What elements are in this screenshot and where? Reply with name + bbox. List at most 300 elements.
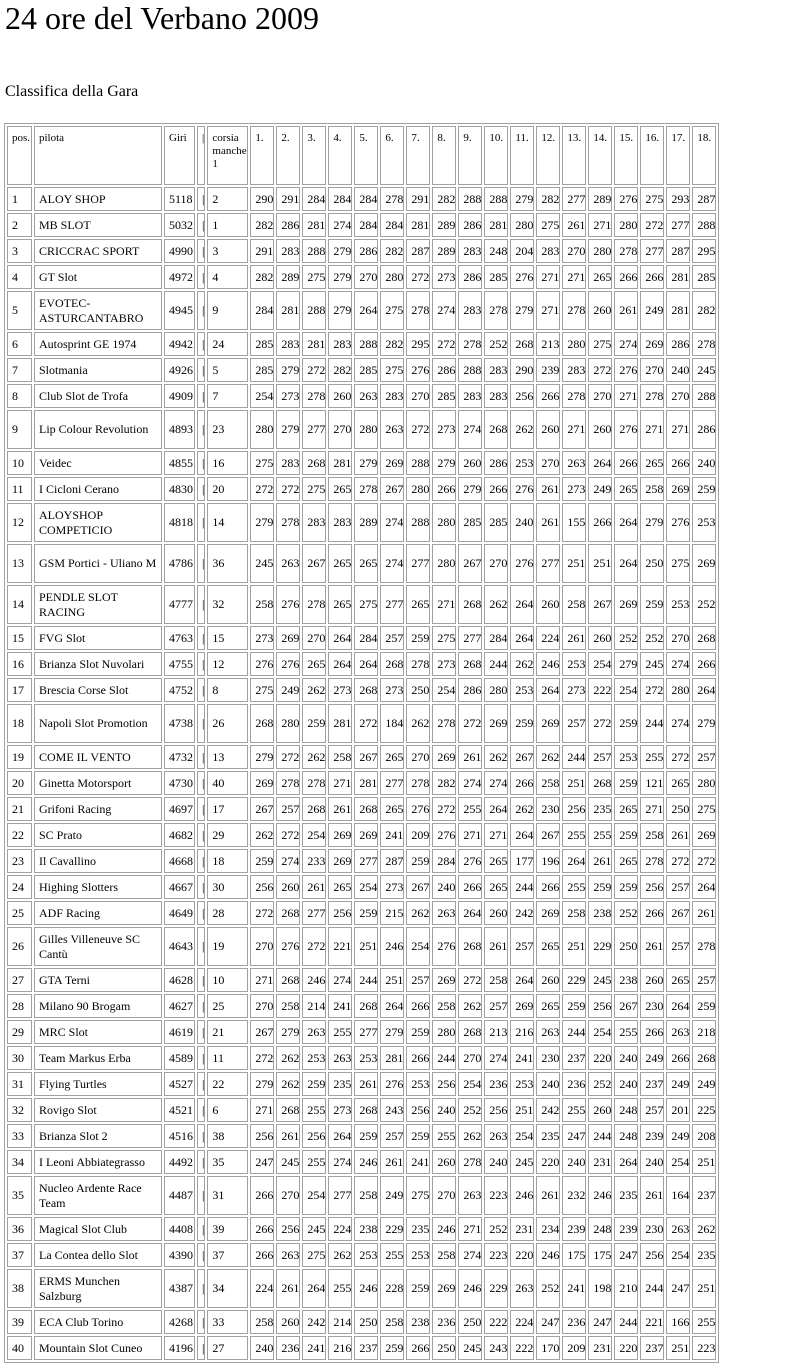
cell-pos: 4 [7, 265, 32, 289]
cell-heat-laps: 267 [406, 875, 430, 899]
cell-heat-laps: 276 [276, 585, 300, 624]
cell-heat-laps: 269 [380, 451, 404, 475]
cell-corsia: 12 [207, 652, 248, 676]
cell-heat-laps: 244 [562, 1020, 586, 1044]
cell-heat-laps: 270 [640, 358, 664, 382]
cell-heat-laps: 270 [328, 410, 352, 449]
cell-heat-laps: 280 [562, 332, 586, 356]
cell-heat-laps: 262 [484, 745, 508, 769]
cell-heat-laps: 272 [588, 358, 612, 382]
table-row [7, 544, 716, 583]
cell-heat-laps: 288 [302, 239, 326, 263]
cell-heat-laps: 262 [250, 823, 274, 847]
cell-heat-laps: 245 [302, 1217, 326, 1241]
cell-heat-laps: 253 [614, 745, 638, 769]
cell-heat-laps: 279 [250, 1072, 274, 1096]
cell-heat-laps: 251 [562, 927, 586, 966]
cell-pilota: Slotmania [34, 358, 162, 382]
cell-heat-laps: 258 [432, 1243, 456, 1267]
cell-heat-laps: 271 [250, 1098, 274, 1122]
cell-heat-laps: 260 [588, 410, 612, 449]
cell-heat-laps: 272 [640, 213, 664, 237]
cell-pilota: Highing Slotters [34, 875, 162, 899]
cell-heat-laps: 269 [432, 1269, 456, 1308]
cell-heat-laps: 238 [406, 1310, 430, 1334]
col-header-heat: 1. [250, 126, 274, 185]
cell-pos: 15 [7, 626, 32, 650]
cell-heat-laps: 273 [250, 626, 274, 650]
cell-heat-laps: 273 [432, 265, 456, 289]
cell-heat-laps: 239 [562, 1217, 586, 1241]
table-row [7, 652, 716, 676]
cell-heat-laps: 262 [328, 1243, 352, 1267]
cell-heat-laps: 269 [432, 968, 456, 992]
cell-heat-laps: 285 [484, 265, 508, 289]
cell-heat-laps: 271 [588, 213, 612, 237]
table-row [7, 901, 716, 925]
cell-heat-laps: 255 [328, 1269, 352, 1308]
cell-pilota: Autosprint GE 1974 [34, 332, 162, 356]
cell-heat-laps: 266 [250, 1243, 274, 1267]
cell-heat-laps: 287 [406, 239, 430, 263]
cell-heat-laps: 252 [614, 901, 638, 925]
cell-heat-laps: 286 [484, 451, 508, 475]
cell-heat-laps: 272 [458, 968, 482, 992]
cell-heat-laps: 278 [614, 239, 638, 263]
cell-heat-laps: 261 [588, 849, 612, 873]
cell-heat-laps: 243 [380, 1098, 404, 1122]
cell-heat-laps: 260 [328, 384, 352, 408]
cell-heat-laps: 284 [484, 626, 508, 650]
cell-heat-laps: 276 [614, 187, 638, 211]
cell-heat-laps: 264 [510, 968, 534, 992]
cell-heat-laps: 280 [484, 678, 508, 702]
cell-heat-laps: 261 [536, 477, 560, 501]
cell-heat-laps: 255 [302, 1098, 326, 1122]
cell-heat-laps: 276 [250, 652, 274, 676]
cell-heat-laps: 279 [328, 265, 352, 289]
cell-heat-laps: 270 [250, 994, 274, 1018]
cell-heat-laps: 269 [354, 823, 378, 847]
cell-heat-laps: 265 [614, 849, 638, 873]
cell-heat-laps: 258 [380, 1310, 404, 1334]
cell-heat-laps: 259 [510, 704, 534, 743]
cell-giri: 4830 [164, 477, 195, 501]
cell-heat-laps: 214 [302, 994, 326, 1018]
cell-heat-laps: 244 [562, 745, 586, 769]
cell-heat-laps: 214 [328, 1310, 352, 1334]
cell-pos: 28 [7, 994, 32, 1018]
cell-heat-laps: 248 [588, 1217, 612, 1241]
cell-heat-laps: 237 [640, 1072, 664, 1096]
cell-heat-laps: 270 [536, 451, 560, 475]
cell-heat-laps: 246 [380, 927, 404, 966]
cell-giri: 4628 [164, 968, 195, 992]
cell-heat-laps: 265 [484, 849, 508, 873]
cell-heat-laps: 265 [380, 797, 404, 821]
cell-heat-laps: 248 [614, 1098, 638, 1122]
cell-corsia: 23 [207, 410, 248, 449]
cell-heat-laps: 229 [484, 1269, 508, 1308]
cell-giri: 4697 [164, 797, 195, 821]
cell-heat-laps: 283 [484, 358, 508, 382]
cell-heat-laps: 271 [250, 968, 274, 992]
cell-pilota: I Cicloni Cerano [34, 477, 162, 501]
cell-heat-laps: 220 [614, 1336, 638, 1360]
cell-separator: | [197, 213, 205, 237]
cell-heat-laps: 268 [276, 901, 300, 925]
col-header-heat: 18. [692, 126, 716, 185]
cell-heat-laps: 268 [484, 410, 508, 449]
cell-giri: 4855 [164, 451, 195, 475]
cell-heat-laps: 255 [562, 1098, 586, 1122]
cell-heat-laps: 282 [536, 187, 560, 211]
cell-heat-laps: 259 [614, 823, 638, 847]
cell-heat-laps: 261 [276, 1124, 300, 1148]
cell-corsia: 6 [207, 1098, 248, 1122]
cell-heat-laps: 279 [510, 291, 534, 330]
table-row [7, 626, 716, 650]
cell-heat-laps: 258 [484, 968, 508, 992]
cell-heat-laps: 251 [562, 771, 586, 795]
cell-heat-laps: 277 [406, 544, 430, 583]
cell-heat-laps: 155 [562, 503, 586, 542]
cell-heat-laps: 271 [458, 1217, 482, 1241]
cell-separator: | [197, 849, 205, 873]
cell-heat-laps: 263 [484, 1124, 508, 1148]
cell-heat-laps: 265 [328, 544, 352, 583]
cell-heat-laps: 273 [432, 410, 456, 449]
cell-heat-laps: 264 [510, 626, 534, 650]
cell-heat-laps: 268 [458, 1020, 482, 1044]
cell-pos: 13 [7, 544, 32, 583]
cell-heat-laps: 266 [640, 901, 664, 925]
cell-heat-laps: 277 [380, 585, 404, 624]
cell-pilota: Napoli Slot Promotion [34, 704, 162, 743]
cell-heat-laps: 267 [458, 544, 482, 583]
cell-corsia: 17 [207, 797, 248, 821]
cell-pos: 20 [7, 771, 32, 795]
cell-heat-laps: 284 [302, 187, 326, 211]
cell-heat-laps: 265 [354, 544, 378, 583]
cell-heat-laps: 272 [406, 410, 430, 449]
cell-pilota: Il Cavallino [34, 849, 162, 873]
cell-heat-laps: 276 [614, 358, 638, 382]
cell-heat-laps: 280 [510, 213, 534, 237]
cell-pilota: Veidec [34, 451, 162, 475]
cell-separator: | [197, 1072, 205, 1096]
cell-pilota: ADF Racing [34, 901, 162, 925]
cell-heat-laps: 283 [484, 384, 508, 408]
col-header-heat: 17. [666, 126, 690, 185]
cell-separator: | [197, 585, 205, 624]
cell-heat-laps: 273 [380, 875, 404, 899]
cell-pilota: Ginetta Motorsport [34, 771, 162, 795]
cell-heat-laps: 269 [692, 544, 716, 583]
cell-corsia: 38 [207, 1124, 248, 1148]
cell-heat-laps: 254 [614, 678, 638, 702]
cell-corsia: 22 [207, 1072, 248, 1096]
cell-heat-laps: 285 [458, 503, 482, 542]
cell-heat-laps: 274 [666, 704, 690, 743]
cell-heat-laps: 252 [692, 585, 716, 624]
cell-heat-laps: 288 [692, 384, 716, 408]
cell-heat-laps: 262 [276, 1072, 300, 1096]
cell-heat-laps: 268 [250, 704, 274, 743]
table-row [7, 797, 716, 821]
cell-heat-laps: 280 [432, 1020, 456, 1044]
cell-heat-laps: 260 [588, 626, 612, 650]
cell-heat-laps: 288 [406, 451, 430, 475]
cell-heat-laps: 268 [692, 626, 716, 650]
cell-heat-laps: 262 [510, 652, 534, 676]
cell-giri: 4387 [164, 1269, 195, 1308]
cell-corsia: 25 [207, 994, 248, 1018]
cell-pilota: MRC Slot [34, 1020, 162, 1044]
cell-heat-laps: 269 [536, 704, 560, 743]
cell-separator: | [197, 410, 205, 449]
cell-heat-laps: 272 [666, 849, 690, 873]
cell-pilota: ALOYSHOP COMPETICIO [34, 503, 162, 542]
table-row [7, 1269, 716, 1308]
cell-heat-laps: 276 [276, 927, 300, 966]
cell-giri: 4268 [164, 1310, 195, 1334]
cell-heat-laps: 250 [432, 1336, 456, 1360]
cell-heat-laps: 263 [354, 384, 378, 408]
cell-heat-laps: 279 [250, 503, 274, 542]
cell-pilota: La Contea dello Slot [34, 1243, 162, 1267]
cell-heat-laps: 230 [536, 797, 560, 821]
cell-heat-laps: 280 [666, 678, 690, 702]
cell-giri: 4990 [164, 239, 195, 263]
cell-heat-laps: 265 [328, 585, 352, 624]
cell-giri: 4668 [164, 849, 195, 873]
cell-heat-laps: 278 [640, 384, 664, 408]
cell-heat-laps: 278 [302, 771, 326, 795]
cell-pos: 34 [7, 1150, 32, 1174]
cell-giri: 4942 [164, 332, 195, 356]
cell-separator: | [197, 1098, 205, 1122]
cell-separator: | [197, 704, 205, 743]
cell-heat-laps: 256 [432, 1072, 456, 1096]
cell-heat-laps: 238 [354, 1217, 378, 1241]
cell-corsia: 40 [207, 771, 248, 795]
cell-heat-laps: 281 [354, 771, 378, 795]
cell-heat-laps: 223 [484, 1176, 508, 1215]
cell-separator: | [197, 797, 205, 821]
cell-heat-laps: 253 [510, 678, 534, 702]
table-row [7, 451, 716, 475]
cell-heat-laps: 285 [250, 358, 274, 382]
cell-heat-laps: 244 [588, 1124, 612, 1148]
table-row [7, 1046, 716, 1070]
cell-heat-laps: 229 [562, 968, 586, 992]
cell-heat-laps: 271 [562, 265, 586, 289]
cell-heat-laps: 258 [432, 994, 456, 1018]
cell-heat-laps: 283 [328, 332, 352, 356]
cell-heat-laps: 175 [562, 1243, 586, 1267]
cell-heat-laps: 249 [692, 1072, 716, 1096]
cell-heat-laps: 288 [458, 358, 482, 382]
cell-separator: | [197, 1336, 205, 1360]
cell-heat-laps: 275 [588, 332, 612, 356]
cell-heat-laps: 279 [328, 239, 352, 263]
cell-giri: 4667 [164, 875, 195, 899]
cell-pos: 26 [7, 927, 32, 966]
cell-corsia: 3 [207, 239, 248, 263]
cell-heat-laps: 248 [614, 1124, 638, 1148]
cell-heat-laps: 258 [562, 585, 586, 624]
cell-heat-laps: 222 [484, 1310, 508, 1334]
cell-heat-laps: 239 [536, 358, 560, 382]
cell-heat-laps: 291 [250, 239, 274, 263]
cell-heat-laps: 269 [484, 704, 508, 743]
cell-heat-laps: 255 [302, 1150, 326, 1174]
cell-heat-laps: 224 [328, 1217, 352, 1241]
cell-heat-laps: 268 [276, 1098, 300, 1122]
cell-heat-laps: 222 [510, 1336, 534, 1360]
cell-heat-laps: 260 [276, 1310, 300, 1334]
cell-heat-laps: 277 [328, 1176, 352, 1215]
cell-heat-laps: 257 [588, 745, 612, 769]
cell-separator: | [197, 745, 205, 769]
cell-giri: 4732 [164, 745, 195, 769]
cell-heat-laps: 267 [588, 585, 612, 624]
cell-heat-laps: 184 [380, 704, 404, 743]
cell-heat-laps: 267 [380, 477, 404, 501]
cell-pilota: Gilles Villeneuve SC Cantù [34, 927, 162, 966]
cell-heat-laps: 253 [354, 1046, 378, 1070]
cell-heat-laps: 210 [614, 1269, 638, 1308]
cell-heat-laps: 266 [406, 994, 430, 1018]
cell-heat-laps: 261 [354, 1072, 378, 1096]
cell-heat-laps: 272 [640, 678, 664, 702]
cell-corsia: 1 [207, 213, 248, 237]
cell-heat-laps: 280 [432, 544, 456, 583]
cell-heat-laps: 259 [692, 477, 716, 501]
table-row [7, 1150, 716, 1174]
cell-heat-laps: 266 [640, 1020, 664, 1044]
cell-heat-laps: 254 [588, 652, 612, 676]
cell-heat-laps: 265 [666, 771, 690, 795]
cell-giri: 4492 [164, 1150, 195, 1174]
cell-heat-laps: 279 [276, 358, 300, 382]
table-row [7, 823, 716, 847]
cell-heat-laps: 265 [484, 875, 508, 899]
table-row [7, 239, 716, 263]
cell-heat-laps: 269 [640, 332, 664, 356]
cell-heat-laps: 275 [302, 1243, 326, 1267]
page-subtitle: Classifica della Gara [5, 83, 139, 100]
cell-heat-laps: 284 [328, 187, 352, 211]
cell-heat-laps: 258 [250, 1310, 274, 1334]
cell-pilota: Lip Colour Revolution [34, 410, 162, 449]
cell-heat-laps: 231 [588, 1150, 612, 1174]
cell-heat-laps: 278 [484, 291, 508, 330]
cell-separator: | [197, 968, 205, 992]
cell-heat-laps: 240 [510, 503, 534, 542]
cell-pilota: Rovigo Slot [34, 1098, 162, 1122]
cell-heat-laps: 254 [354, 875, 378, 899]
cell-heat-laps: 279 [380, 1020, 404, 1044]
cell-heat-laps: 276 [406, 358, 430, 382]
cell-heat-laps: 271 [432, 585, 456, 624]
cell-heat-laps: 262 [458, 994, 482, 1018]
table-row [7, 927, 716, 966]
cell-heat-laps: 278 [302, 384, 326, 408]
cell-heat-laps: 276 [432, 823, 456, 847]
cell-separator: | [197, 384, 205, 408]
cell-heat-laps: 254 [510, 1124, 534, 1148]
cell-heat-laps: 285 [484, 503, 508, 542]
cell-heat-laps: 244 [640, 1269, 664, 1308]
cell-heat-laps: 170 [536, 1336, 560, 1360]
cell-separator: | [197, 503, 205, 542]
cell-heat-laps: 293 [666, 187, 690, 211]
cell-heat-laps: 281 [406, 213, 430, 237]
cell-heat-laps: 282 [380, 332, 404, 356]
col-header-heat: 12. [536, 126, 560, 185]
cell-heat-laps: 252 [536, 1269, 560, 1308]
cell-separator: | [197, 544, 205, 583]
cell-heat-laps: 257 [406, 968, 430, 992]
cell-heat-laps: 270 [302, 626, 326, 650]
cell-heat-laps: 279 [614, 652, 638, 676]
cell-heat-laps: 236 [562, 1072, 586, 1096]
cell-heat-laps: 258 [562, 901, 586, 925]
cell-heat-laps: 281 [484, 213, 508, 237]
cell-heat-laps: 269 [510, 994, 534, 1018]
col-header-heat: 8. [432, 126, 456, 185]
cell-pilota: Magical Slot Club [34, 1217, 162, 1241]
cell-heat-laps: 245 [276, 1150, 300, 1174]
cell-heat-laps: 275 [640, 187, 664, 211]
cell-heat-laps: 270 [250, 927, 274, 966]
cell-separator: | [197, 1150, 205, 1174]
cell-heat-laps: 255 [562, 823, 586, 847]
col-header-heat: 11. [510, 126, 534, 185]
cell-heat-laps: 262 [510, 797, 534, 821]
cell-pilota: COME IL VENTO [34, 745, 162, 769]
cell-pos: 1 [7, 187, 32, 211]
cell-corsia: 2 [207, 187, 248, 211]
cell-heat-laps: 247 [250, 1150, 274, 1174]
cell-heat-laps: 261 [692, 901, 716, 925]
cell-heat-laps: 284 [354, 187, 378, 211]
cell-heat-laps: 255 [458, 797, 482, 821]
cell-giri: 4818 [164, 503, 195, 542]
cell-heat-laps: 271 [458, 823, 482, 847]
cell-heat-laps: 282 [432, 771, 456, 795]
table-row [7, 384, 716, 408]
cell-heat-laps: 262 [510, 410, 534, 449]
cell-heat-laps: 273 [562, 477, 586, 501]
cell-corsia: 21 [207, 1020, 248, 1044]
cell-heat-laps: 291 [406, 187, 430, 211]
cell-pos: 23 [7, 849, 32, 873]
cell-heat-laps: 231 [588, 1336, 612, 1360]
cell-heat-laps: 263 [562, 451, 586, 475]
cell-heat-laps: 269 [328, 823, 352, 847]
table-row [7, 265, 716, 289]
cell-corsia: 7 [207, 384, 248, 408]
cell-heat-laps: 248 [484, 239, 508, 263]
table-row [7, 704, 716, 743]
cell-heat-laps: 209 [406, 823, 430, 847]
cell-heat-laps: 265 [666, 968, 690, 992]
cell-heat-laps: 213 [536, 332, 560, 356]
cell-heat-laps: 260 [484, 901, 508, 925]
